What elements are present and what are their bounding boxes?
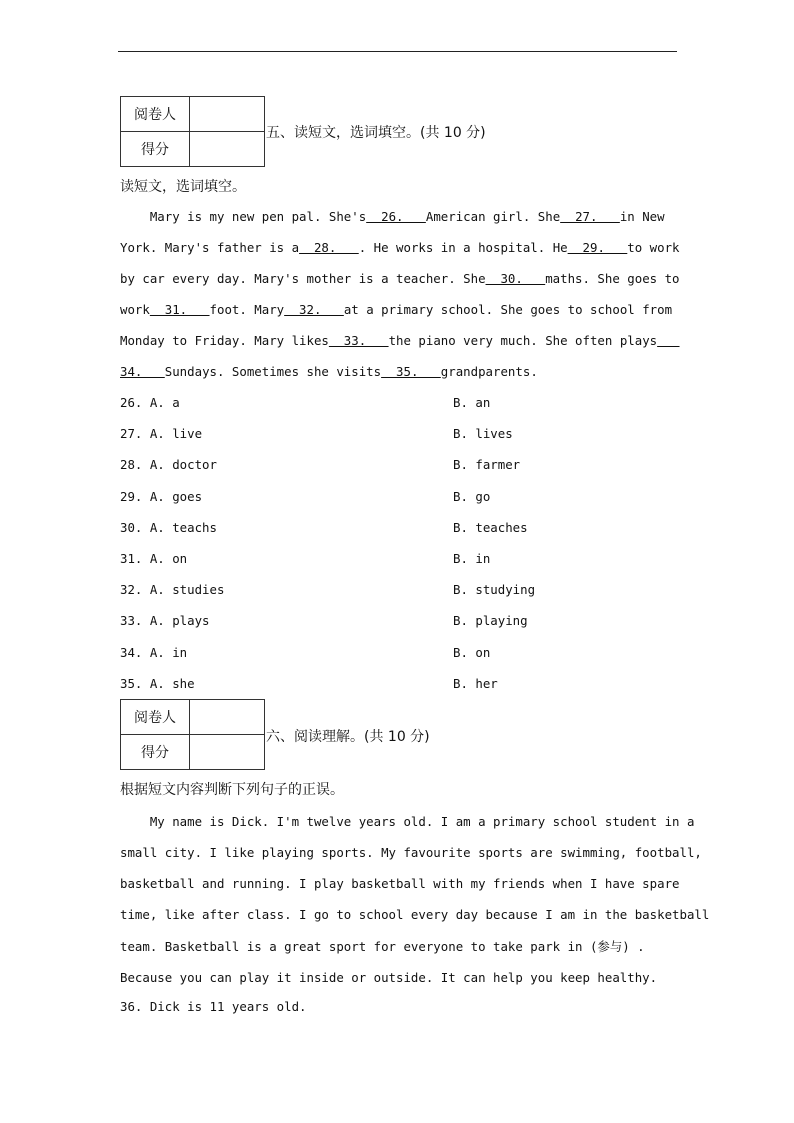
- option-a[interactable]: 30. A. teachs: [120, 519, 217, 535]
- option-b[interactable]: B. farmer: [453, 457, 521, 473]
- option-row: [120, 645, 676, 665]
- option-b[interactable]: B. her: [453, 675, 498, 691]
- score-label: 得分: [121, 735, 190, 770]
- passage-line: basketball and running. I play basketball with my friends when I have spare: [120, 876, 680, 891]
- answer-blank[interactable]: 30.: [485, 271, 546, 286]
- option-a[interactable]: 35. A. she: [120, 675, 195, 691]
- section5-score-table: [120, 96, 265, 167]
- answer-blank[interactable]: 33.: [328, 333, 389, 348]
- option-a[interactable]: 26. A. a: [120, 395, 180, 410]
- passage-text: in New: [619, 209, 665, 224]
- option-row: [120, 613, 676, 633]
- option-b[interactable]: B. playing: [453, 613, 528, 629]
- option-b[interactable]: B. teaches: [453, 519, 528, 535]
- passage-text: by car every day. Mary's mother is a teacher. She: [120, 271, 486, 286]
- answer-blank[interactable]: 26.: [366, 209, 426, 224]
- option-b[interactable]: B. in: [453, 551, 491, 566]
- option-row: [120, 520, 676, 540]
- option-row: [120, 426, 676, 446]
- passage-line: [120, 263, 680, 294]
- passage-text: grandparents.: [440, 364, 538, 379]
- passage-text: the piano very much. She often plays: [388, 333, 658, 348]
- option-b[interactable]: B. an: [453, 395, 491, 410]
- option-row: [120, 395, 676, 415]
- passage-line: [120, 325, 676, 356]
- header-rule: [118, 51, 677, 52]
- passage-line: [120, 232, 680, 263]
- grader-label: 阅卷人: [121, 700, 190, 735]
- section6-title: 六、阅读理解。(共 10 分): [266, 729, 430, 745]
- passage-line: time, like after class. I go to school every day because I am in the basketball: [120, 907, 710, 922]
- passage-text: at a primary school. She goes to school from: [343, 302, 673, 317]
- score-cell[interactable]: [190, 132, 265, 167]
- section6-score-table: [120, 699, 265, 770]
- passage-text: foot. Mary: [209, 302, 285, 317]
- answer-blank[interactable]: 28.: [299, 240, 359, 255]
- passage-text: maths. She goes to: [545, 271, 680, 286]
- option-a[interactable]: 28. A. doctor: [120, 457, 217, 473]
- passage-line: team. Basketball is a great sport for everyone to take park in (参与) .: [120, 939, 645, 954]
- passage-line: [120, 201, 676, 232]
- answer-blank[interactable]: 31.: [149, 302, 210, 317]
- option-b[interactable]: B. on: [453, 644, 491, 660]
- section5-instruction: 读短文，选词填空。: [120, 179, 246, 195]
- score-cell[interactable]: [190, 735, 265, 770]
- passage-line: Because you can play it inside or outside. It can help you keep healthy.: [120, 970, 658, 985]
- grader-cell[interactable]: [190, 700, 265, 735]
- answer-blank[interactable]: 29.: [567, 240, 628, 255]
- answer-blank[interactable]: 32.: [284, 302, 344, 317]
- option-row: [120, 582, 676, 602]
- section5-passage: [120, 201, 680, 387]
- passage-text: Monday to Friday. Mary likes: [120, 333, 329, 348]
- answer-blank[interactable]: 35.: [381, 364, 441, 379]
- option-a[interactable]: 32. A. studies: [120, 582, 225, 598]
- section5-title: 五、读短文，选词填空。(共 10 分): [266, 125, 486, 141]
- passage-text: Sundays. Sometimes she visits: [164, 364, 382, 379]
- passage-text: Mary is my new pen pal. She's: [120, 209, 367, 224]
- grader-cell[interactable]: [190, 97, 265, 132]
- passage-text: . He works in a hospital. He: [358, 240, 568, 255]
- option-a[interactable]: 31. A. on: [120, 551, 188, 566]
- option-row: [120, 551, 676, 571]
- option-row: [120, 489, 676, 509]
- option-row: [120, 676, 676, 696]
- passage-text: to work: [627, 240, 680, 255]
- option-a[interactable]: 34. A. in: [120, 644, 188, 660]
- option-a[interactable]: 29. A. goes: [120, 488, 203, 504]
- option-b[interactable]: B. studying: [453, 582, 536, 598]
- answer-blank[interactable]: 34.: [120, 364, 165, 379]
- option-row: [120, 457, 676, 477]
- passage-line: [120, 294, 676, 325]
- option-b[interactable]: B. go: [453, 488, 491, 504]
- passage-line: My name is Dick. I'm twelve years old. I am a primary school student in a: [120, 814, 695, 829]
- passage-line: small city. I like playing sports. My favourite sports are swimming, football,: [120, 845, 702, 860]
- passage-line: [120, 356, 676, 387]
- section6-instruction: 根据短文内容判断下列句子的正误。: [120, 782, 344, 798]
- option-a[interactable]: 33. A. plays: [120, 613, 210, 629]
- option-b[interactable]: B. lives: [453, 426, 513, 442]
- score-label: 得分: [121, 132, 190, 167]
- passage-text: American girl. She: [425, 209, 561, 224]
- grader-label: 阅卷人: [121, 97, 190, 132]
- passage-text: work: [120, 302, 150, 317]
- answer-blank[interactable]: [657, 333, 679, 348]
- question-36: 36. Dick is 11 years old.: [120, 999, 307, 1014]
- passage-text: York. Mary's father is a: [120, 240, 300, 255]
- option-a[interactable]: 27. A. live: [120, 426, 203, 442]
- answer-blank[interactable]: 27.: [560, 209, 620, 224]
